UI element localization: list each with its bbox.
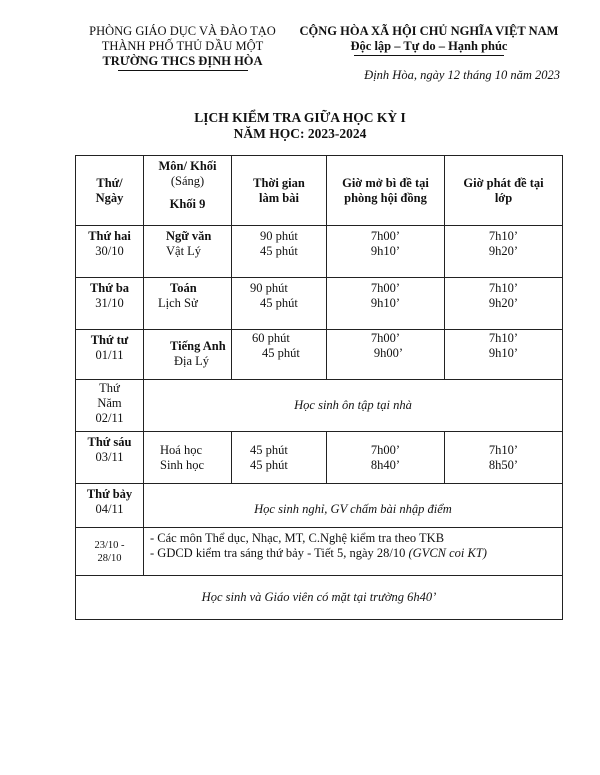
- subject-cell: [144, 278, 232, 330]
- open-time-1: 7h00’: [370, 331, 401, 345]
- table-row: [76, 432, 563, 484]
- open-time-2: 9h10’: [370, 296, 401, 310]
- date-label: 02/11: [95, 411, 124, 425]
- distribute-time-1: 7h10’: [488, 331, 519, 345]
- date-line: Định Hòa, ngày 12 tháng 10 năm 2023: [364, 68, 560, 82]
- table-row: [76, 330, 563, 380]
- day-cell: [76, 278, 144, 330]
- subject-1: Hoá học: [160, 443, 202, 457]
- distribute-time-cell: [445, 226, 563, 278]
- footer-note: Học sinh và Giáo viên có mặt tại trường 6h40’: [201, 590, 437, 604]
- distribute-time-cell: [445, 432, 563, 484]
- day-label: Thứ hai: [88, 229, 131, 243]
- duration-cell: [232, 432, 327, 484]
- header-subject: [144, 156, 232, 226]
- open-time-1: 7h00’: [370, 443, 401, 457]
- duration-cell: [232, 226, 327, 278]
- subject-2: Vật Lý: [166, 244, 202, 258]
- city-name: THÀNH PHỐ THỦ DẦU MỘT: [101, 39, 264, 53]
- duration-1: 90 phút: [250, 281, 288, 295]
- date-label: 30/10: [95, 244, 124, 258]
- table-footer-row: [76, 576, 563, 620]
- duration-1: 45 phút: [250, 443, 288, 457]
- date-label: 01/11: [95, 348, 124, 362]
- subject-cell: [144, 432, 232, 484]
- day-label: Thứ ba: [89, 281, 130, 295]
- school-underline: [118, 70, 248, 71]
- department-name: PHÒNG GIÁO DỤC VÀ ĐÀO TẠO: [89, 24, 276, 38]
- subject-1: Toán: [170, 281, 197, 295]
- header-open-time-text: Giờ mở bì đề tại phòng hội đồng: [342, 175, 429, 205]
- open-time-cell: [327, 432, 445, 484]
- distribute-time-1: 7h10’: [488, 229, 519, 243]
- range-line-1: 23/10 -: [94, 539, 125, 551]
- table-row: [76, 484, 563, 528]
- subject-2: Địa Lý: [174, 354, 210, 368]
- header-grade-text: Khối 9: [169, 197, 206, 211]
- subject-2: Sinh học: [160, 458, 205, 472]
- distribute-time-1: 7h10’: [488, 281, 519, 295]
- duration-1: 60 phút: [252, 331, 290, 345]
- country-name: CỘNG HÒA XÃ HỘI CHỦ NGHĨA VIỆT NAM: [299, 24, 559, 38]
- header-right: [298, 24, 560, 56]
- header-day: [76, 156, 144, 226]
- range-line-2: 28/10: [97, 552, 122, 564]
- open-time-2: 9h10’: [370, 244, 401, 258]
- day-cell: [76, 330, 144, 380]
- date-label: 04/11: [95, 502, 124, 516]
- day-cell: [76, 484, 144, 528]
- footer-cell: [76, 576, 563, 620]
- header-distribute-time-text: Giờ phát đề tại lớp: [463, 175, 544, 205]
- motto-underline: [354, 55, 504, 56]
- distribute-time-2: 9h20’: [488, 244, 519, 258]
- subject-1: Tiếng Anh: [170, 339, 226, 353]
- duration-2: 45 phút: [260, 244, 298, 258]
- subject-1: Ngữ văn: [166, 229, 212, 243]
- open-time-cell: [327, 226, 445, 278]
- title-line-2: NĂM HỌC: 2023-2024: [233, 126, 367, 141]
- header-duration: [232, 156, 327, 226]
- duration-1: 90 phút: [260, 229, 298, 243]
- note-line-1: - Các môn Thể dục, Nhạc, MT, C.Nghệ kiểm tra theo TKB: [150, 531, 445, 545]
- day-label-line-2: Năm: [97, 396, 122, 410]
- subject-cell: [144, 330, 232, 380]
- open-time-2: 8h40’: [370, 458, 401, 472]
- header-open-time: [327, 156, 445, 226]
- distribute-time-2: 9h10’: [488, 346, 519, 360]
- duration-2: 45 phút: [260, 296, 298, 310]
- note-line-2-text: - GDCD kiểm tra sáng thứ bảy - Tiết 5, ngày 28/10: [150, 546, 409, 560]
- day-label: Thứ tư: [90, 333, 129, 347]
- subject-cell: [144, 226, 232, 278]
- range-cell: [76, 528, 144, 576]
- subject-2: Lịch Sử: [158, 296, 198, 310]
- title-line-1: LỊCH KIỂM TRA GIỮA HỌC KỲ I: [194, 110, 406, 125]
- rest-note: Học sinh nghỉ, GV chấm bài nhập điểm: [254, 502, 452, 516]
- table-header-row: [76, 156, 563, 226]
- note-line-2: [144, 546, 562, 561]
- day-cell: [76, 226, 144, 278]
- date-label: 31/10: [95, 296, 124, 310]
- open-time-cell: [327, 330, 445, 380]
- day-label: Thứ bảy: [86, 487, 133, 501]
- header-distribute-time: [445, 156, 563, 226]
- distribute-time-2: 8h50’: [488, 458, 519, 472]
- exam-schedule-table: [75, 155, 563, 620]
- table-row: [76, 278, 563, 330]
- day-cell: [76, 380, 144, 432]
- note-cell: [144, 380, 563, 432]
- open-time-1: 7h00’: [370, 281, 401, 295]
- header-day-text: Thứ/ Ngày: [95, 175, 124, 205]
- duration-cell: [232, 278, 327, 330]
- document-title: [0, 110, 600, 142]
- day-cell: [76, 432, 144, 484]
- day-label: Thứ sáu: [87, 435, 132, 449]
- note-cell: [144, 528, 563, 576]
- duration-cell: [232, 330, 327, 380]
- distribute-time-1: 7h10’: [488, 443, 519, 457]
- note-cell: [144, 484, 563, 528]
- distribute-time-cell: [445, 278, 563, 330]
- open-time-2: 9h00’: [373, 346, 404, 360]
- national-motto: Độc lập – Tự do – Hạnh phúc: [350, 39, 508, 53]
- header-subject-text: Môn/ Khối: [158, 159, 217, 173]
- header-duration-text: Thời gian làm bài: [253, 175, 305, 205]
- open-time-cell: [327, 278, 445, 330]
- review-note: Học sinh ôn tập tại nhà: [294, 398, 412, 412]
- duration-2: 45 phút: [262, 346, 300, 360]
- day-label-line-1: Thứ: [99, 381, 120, 395]
- table-row: [76, 528, 563, 576]
- distribute-time-cell: [445, 330, 563, 380]
- open-time-1: 7h00’: [370, 229, 401, 243]
- header-session-text: (Sáng): [170, 174, 205, 188]
- table-row: [76, 226, 563, 278]
- note-line-2-italic: (GVCN coi KT): [408, 546, 487, 560]
- date-label: 03/11: [95, 450, 124, 464]
- duration-2: 45 phút: [250, 458, 288, 472]
- school-name: TRƯỜNG THCS ĐỊNH HÒA: [102, 54, 263, 68]
- distribute-time-2: 9h20’: [488, 296, 519, 310]
- table-row: [76, 380, 563, 432]
- header-left: [75, 24, 290, 71]
